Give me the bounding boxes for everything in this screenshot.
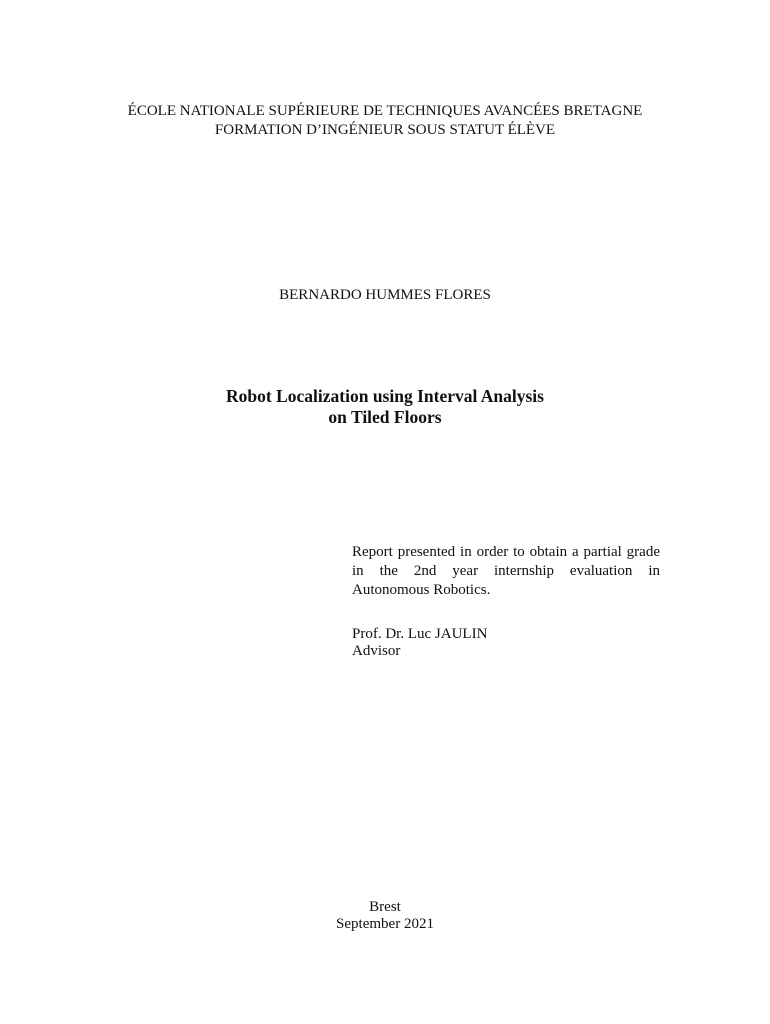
- advisor-name: Prof. Dr. Luc JAULIN: [352, 626, 488, 642]
- institution-program: FORMATION D’INGÉNIEUR SOUS STATUT ÉLÈVE: [214, 122, 556, 138]
- thesis-title-line2: on Tiled Floors: [328, 407, 442, 427]
- place: Brest: [369, 899, 401, 915]
- date: September 2021: [336, 916, 434, 932]
- thesis-title-line1: Robot Localization using Interval Analysis: [226, 386, 544, 406]
- report-description: Report presented in order to obtain a partial grade in the 2nd year internship evaluation in Autonomous Robotics.: [352, 544, 660, 598]
- advisor-role: Advisor: [352, 643, 401, 659]
- institution-name: ÉCOLE NATIONALE SUPÉRIEURE DE TECHNIQUES AVANCÉES BRETAGNE: [127, 103, 643, 119]
- author-name: BERNARDO HUMMES FLORES: [279, 287, 491, 303]
